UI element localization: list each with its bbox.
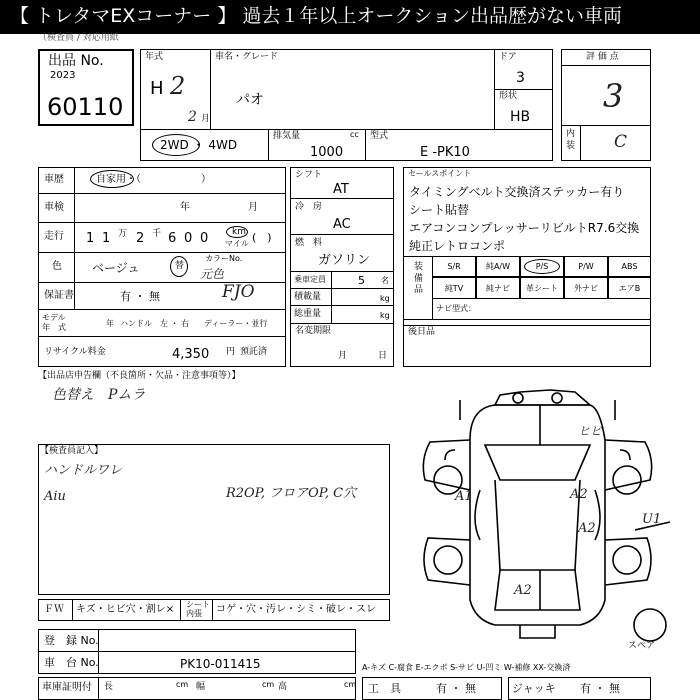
- history-label: 車歴: [44, 174, 64, 185]
- shaken-year: 年: [180, 202, 190, 213]
- model-year-handle: ハンドル 左 ・ 右: [120, 319, 190, 328]
- fw-kogeta: コゲ・穴・汚レ・シミ・破レ・スレ: [216, 604, 376, 615]
- mileage-paren: ( ): [252, 231, 272, 244]
- equip-navi: 純ナビ: [476, 277, 520, 299]
- capacity-label: 乗車定員: [294, 275, 326, 284]
- detail-table: [38, 167, 286, 367]
- grade-value: 3: [603, 77, 624, 115]
- recycle-note: 預託済: [240, 347, 268, 357]
- sales-line-2: シート貼替: [409, 203, 470, 217]
- capacity-unit: 名: [381, 276, 389, 285]
- shaken-month: 月: [248, 202, 258, 213]
- car-name-label: 車名・グレード: [215, 52, 279, 62]
- cert-high: 高: [278, 682, 288, 692]
- sales-line-1: タイミングベルト交換済ステッカー有り: [409, 185, 625, 199]
- mileage-digit-5: 6: [168, 231, 177, 246]
- doors-label: ドア: [499, 52, 517, 62]
- cert-long: 長: [104, 682, 114, 692]
- color-value: ベージュ: [92, 261, 140, 275]
- sales-line-3: エアコンコンプレッサーリビルトR7.6交換: [409, 221, 640, 235]
- color-label: 色: [52, 261, 62, 272]
- cert-wide-unit: cm: [262, 680, 275, 689]
- equip-aw: 純A/W: [476, 256, 520, 277]
- lot-label: 出品 No.: [48, 53, 104, 69]
- recycle-label: リサイクル料金: [44, 347, 106, 357]
- mileage-digit-3: 2: [136, 231, 145, 246]
- model-year-year: 年: [106, 319, 114, 328]
- interior-label: 内 装: [566, 129, 576, 151]
- fw-seat-label: シート 内張: [186, 600, 210, 618]
- shape-label: 形状: [499, 91, 518, 101]
- reg-label: 登 録 No.: [44, 634, 99, 647]
- diagram-a2: A2: [570, 487, 588, 502]
- aircon-value: AC: [333, 217, 351, 232]
- nenshiki-label: 年式: [145, 52, 164, 62]
- sales-points-label: セールスポイント: [408, 169, 472, 178]
- equip-ext-navi: 外ナビ: [564, 277, 608, 299]
- equip-tv: 純TV: [432, 277, 476, 299]
- fuel-value: ガソリン: [318, 253, 371, 268]
- cert-high-unit: cm: [344, 680, 357, 689]
- displacement-label: 排気量: [273, 131, 301, 141]
- name-change-day: 日: [378, 351, 388, 361]
- jack-label: ジャッキ: [512, 682, 556, 695]
- model-year-dealer: ディーラー・並行: [204, 319, 268, 328]
- diagram-a2c: A2: [514, 583, 532, 598]
- aircon-label: 冷 房: [295, 202, 323, 212]
- color-hw: 元色: [200, 267, 225, 281]
- drive-selected-circle: [152, 134, 200, 156]
- shift-label: シフト: [295, 170, 323, 180]
- diagram-spare-label: スペア: [628, 641, 656, 651]
- load-label: 積載量: [294, 292, 322, 302]
- tools-value: 有 ・ 無: [436, 682, 476, 695]
- doors-value: 3: [516, 70, 525, 86]
- car-name-value: パオ: [236, 92, 264, 108]
- nenshiki-era: H: [150, 78, 164, 99]
- equip-airbag: エアB: [608, 277, 651, 299]
- mileage-digit-0: 1: [86, 231, 95, 246]
- inspector-hw-3: R2OP, フロアOP, C穴: [226, 486, 357, 501]
- model-value: E ‐PK10: [420, 145, 470, 160]
- mileage-unit-km: km: [232, 227, 246, 237]
- model-label: 型式: [370, 131, 389, 141]
- equip-leather: 革シート: [520, 277, 564, 299]
- shape-value: HB: [510, 109, 531, 125]
- gross-label: 総重量: [294, 309, 322, 319]
- equip-abs: ABS: [608, 256, 651, 277]
- model-year-label: モデル 年 式: [42, 313, 66, 332]
- fuel-label: 燃 料: [295, 238, 323, 248]
- certificate-label: 車庫証明付: [42, 682, 92, 693]
- exhibitor-label: 【出品店申告欄（不良箇所・欠品・注意事項等）】: [38, 371, 241, 381]
- jack-value: 有 ・ 無: [580, 682, 620, 695]
- equipment-label: 装 備 品: [414, 262, 424, 296]
- drive-options: 2WD ・ 4WD: [160, 138, 238, 152]
- chassis-label: 車 台 No.: [44, 656, 99, 669]
- recycle-value: 4,350: [172, 347, 210, 362]
- equip-pw: P/W: [564, 256, 608, 277]
- color-no-label: カラーNo.: [205, 254, 243, 263]
- mileage-sen: 千: [152, 229, 162, 239]
- diagram-hibi: ヒビ: [578, 424, 603, 438]
- mileage-digit-7: 0: [200, 231, 209, 246]
- interior-value: C: [614, 132, 628, 152]
- nenshiki-month-unit: 月: [201, 114, 211, 124]
- legend: A-キズ C-腐食 E-エクボ S-サビ U-凹ミ W-補修 XX-交換済: [362, 663, 571, 672]
- mileage-digit-6: 0: [184, 231, 193, 246]
- mileage-digit-1: 1: [102, 231, 111, 246]
- warranty-value: 有 ・ 無: [120, 290, 160, 303]
- history-circle: [90, 170, 134, 188]
- capacity-value: 5: [358, 274, 365, 287]
- after-label: 後日品: [408, 327, 436, 337]
- history-value: 自家用・（ ）: [96, 174, 211, 185]
- diagram-u1: U1: [642, 512, 662, 527]
- color-no: FJO: [222, 282, 255, 302]
- fw-label: ＦＷ: [44, 604, 64, 615]
- name-change-month: 月: [338, 351, 348, 361]
- mileage-unit-mile: マイル: [225, 239, 249, 248]
- mileage-unit-circle: [226, 226, 248, 238]
- header-title: 【 トレタマEXコーナー 】 過去１年以上オークション出品歴がない車両: [10, 5, 623, 27]
- recycle-unit: 円: [226, 347, 236, 357]
- top-note: （検査員 / 対応用紙: [38, 33, 119, 43]
- fw-kizu: キズ・ヒビ穴・割レ×: [76, 604, 175, 615]
- equip-ps-circle: [524, 259, 560, 274]
- cert-wide: 幅: [196, 682, 206, 692]
- shift-value: AT: [333, 182, 349, 197]
- color-change-circle: [170, 256, 188, 277]
- cert-long-unit: cm: [176, 680, 189, 689]
- shaken-label: 車検: [44, 202, 64, 213]
- inspector-label: 【検査員記入】: [40, 446, 104, 456]
- name-change-label: 名変期限: [295, 326, 332, 336]
- equip-ps: P/S: [520, 256, 564, 277]
- exhibitor-hw: 色替え Pムラ: [52, 387, 146, 403]
- mileage-label: 走行: [44, 231, 64, 242]
- sales-line-4: 純正レトロコンポ: [409, 239, 506, 253]
- gross-unit: kg: [380, 311, 390, 320]
- inspector-hw-1: ハンドルワレ: [44, 463, 123, 478]
- tools-label: 工 具: [368, 682, 401, 695]
- lot-year-stamp: 2023: [50, 70, 76, 81]
- chassis-number: PK10-011415: [180, 657, 261, 671]
- equip-sr: S/R: [432, 256, 476, 277]
- displacement-unit: cc: [350, 130, 359, 139]
- load-unit: kg: [380, 294, 390, 303]
- displacement-value: 1000: [310, 145, 344, 160]
- lot-number: 60110: [47, 93, 124, 121]
- nenshiki-month: 2: [188, 109, 197, 125]
- diagram-a1: A1: [455, 489, 473, 504]
- inspector-hw-2: Aiu: [44, 489, 66, 504]
- color-change: 替: [175, 261, 185, 271]
- mileage-man: 万: [118, 229, 128, 239]
- equip-navi-model: ナビ型式：: [436, 304, 476, 313]
- nenshiki-year: 2: [170, 72, 186, 100]
- grade-label: 評 価 点: [586, 52, 619, 62]
- diagram-a2b: A2: [578, 521, 596, 536]
- warranty-label: 保証書: [44, 290, 74, 301]
